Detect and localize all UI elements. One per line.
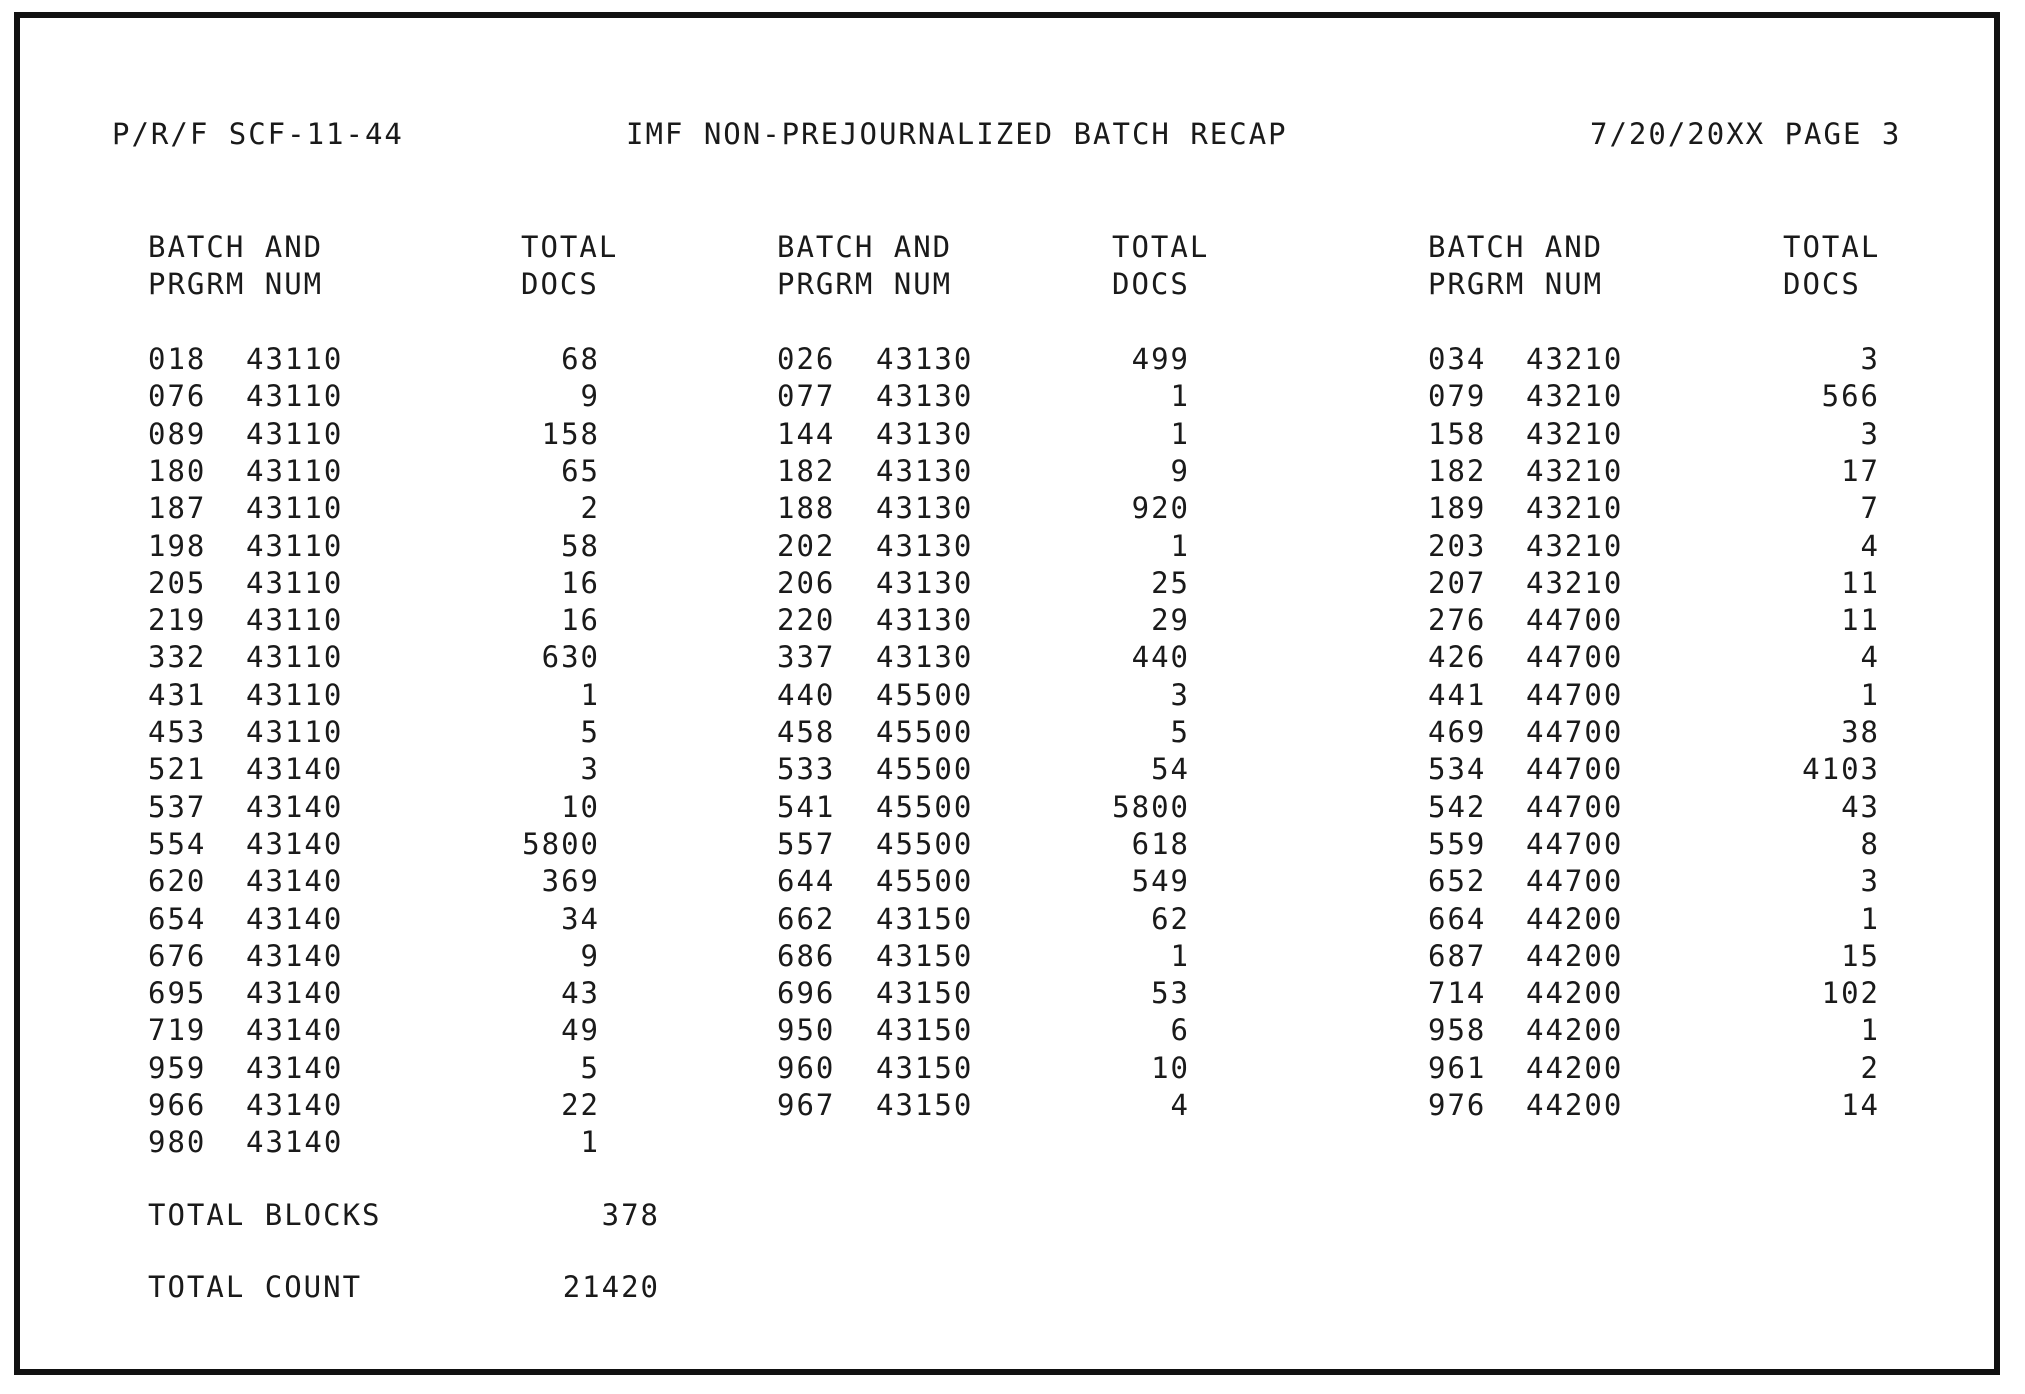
batch-number: 534 — [1428, 752, 1487, 786]
total-docs-value: 2 — [1860, 1051, 1880, 1085]
batch-number: 521 — [148, 752, 207, 786]
total-docs-value: 29 — [1151, 603, 1190, 637]
program-number: 43130 — [876, 342, 974, 376]
batch-number: 695 — [148, 976, 207, 1010]
program-number: 43110 — [246, 678, 344, 712]
program-number: 44200 — [1526, 902, 1624, 936]
batch-number: 076 — [148, 379, 207, 413]
batch-number: 469 — [1428, 715, 1487, 749]
batch-number: 158 — [1428, 417, 1487, 451]
program-number: 43150 — [876, 902, 974, 936]
col2-batch-header-line1: BATCH AND — [777, 230, 953, 264]
batch-number: 542 — [1428, 790, 1487, 824]
total-docs-value: 34 — [561, 902, 600, 936]
total-docs-value: 1 — [1860, 1013, 1880, 1047]
program-number: 45500 — [876, 827, 974, 861]
total-docs-value: 62 — [1151, 902, 1190, 936]
total-docs-value: 5 — [1170, 715, 1190, 749]
program-number: 44700 — [1526, 715, 1624, 749]
program-number: 45500 — [876, 864, 974, 898]
batch-number: 332 — [148, 640, 207, 674]
total-docs-value: 4103 — [1802, 752, 1880, 786]
program-number: 43110 — [246, 491, 344, 525]
program-number: 44700 — [1526, 678, 1624, 712]
program-number: 43210 — [1526, 491, 1624, 525]
batch-number: 276 — [1428, 603, 1487, 637]
total-docs-value: 15 — [1841, 939, 1880, 973]
batch-number: 652 — [1428, 864, 1487, 898]
total-docs-value: 3 — [1170, 678, 1190, 712]
program-number: 44700 — [1526, 640, 1624, 674]
program-number: 43150 — [876, 1013, 974, 1047]
total-docs-value: 102 — [1821, 976, 1880, 1010]
program-number: 43140 — [246, 902, 344, 936]
total-docs-value: 9 — [580, 379, 600, 413]
batch-number: 654 — [148, 902, 207, 936]
total-docs-value: 53 — [1151, 976, 1190, 1010]
col2-total-header-line2: DOCS — [1112, 267, 1190, 301]
program-number: 45500 — [876, 790, 974, 824]
col1-batch-header-line1: BATCH AND — [148, 230, 324, 264]
total-blocks-label: TOTAL BLOCKS — [148, 1198, 382, 1232]
batch-number: 453 — [148, 715, 207, 749]
total-docs-value: 2 — [580, 491, 600, 525]
batch-number: 554 — [148, 827, 207, 861]
total-docs-value: 440 — [1131, 640, 1190, 674]
program-number: 45500 — [876, 715, 974, 749]
program-number: 43150 — [876, 939, 974, 973]
batch-number: 557 — [777, 827, 836, 861]
total-docs-value: 4 — [1170, 1088, 1190, 1122]
program-number: 43150 — [876, 1088, 974, 1122]
program-number: 44700 — [1526, 603, 1624, 637]
col1-batch-header-line2: PRGRM NUM — [148, 267, 324, 301]
total-docs-value: 25 — [1151, 566, 1190, 600]
program-number: 43140 — [246, 976, 344, 1010]
col3-total-header-line2: DOCS — [1783, 267, 1861, 301]
total-blocks-value: 378 — [601, 1198, 660, 1232]
total-docs-value: 566 — [1821, 379, 1880, 413]
total-docs-value: 1 — [1860, 678, 1880, 712]
total-docs-value: 618 — [1131, 827, 1190, 861]
batch-number: 189 — [1428, 491, 1487, 525]
program-number: 43130 — [876, 454, 974, 488]
program-number: 44700 — [1526, 827, 1624, 861]
program-number: 43110 — [246, 342, 344, 376]
batch-number: 202 — [777, 529, 836, 563]
batch-number: 687 — [1428, 939, 1487, 973]
program-number: 43110 — [246, 640, 344, 674]
batch-number: 018 — [148, 342, 207, 376]
total-docs-value: 10 — [1151, 1051, 1190, 1085]
total-docs-value: 3 — [1860, 417, 1880, 451]
program-number: 43140 — [246, 1088, 344, 1122]
batch-number: 441 — [1428, 678, 1487, 712]
program-number: 44200 — [1526, 1013, 1624, 1047]
batch-number: 961 — [1428, 1051, 1487, 1085]
batch-number: 980 — [148, 1125, 207, 1159]
program-number: 43140 — [246, 827, 344, 861]
batch-number: 537 — [148, 790, 207, 824]
batch-number: 026 — [777, 342, 836, 376]
program-number: 43210 — [1526, 342, 1624, 376]
program-number: 44700 — [1526, 790, 1624, 824]
total-docs-value: 11 — [1841, 603, 1880, 637]
col3-total-header-line1: TOTAL — [1783, 230, 1881, 264]
program-number: 43140 — [246, 939, 344, 973]
program-number: 43150 — [876, 976, 974, 1010]
batch-number: 198 — [148, 529, 207, 563]
program-number: 43110 — [246, 715, 344, 749]
total-docs-value: 3 — [1860, 342, 1880, 376]
total-docs-value: 3 — [1860, 864, 1880, 898]
batch-number: 187 — [148, 491, 207, 525]
total-docs-value: 5800 — [1112, 790, 1190, 824]
col3-batch-header-line1: BATCH AND — [1428, 230, 1604, 264]
batch-number: 144 — [777, 417, 836, 451]
program-number: 43210 — [1526, 529, 1624, 563]
batch-number: 089 — [148, 417, 207, 451]
total-docs-value: 1 — [1860, 902, 1880, 936]
program-number: 43210 — [1526, 379, 1624, 413]
total-docs-value: 369 — [541, 864, 600, 898]
program-number: 43110 — [246, 566, 344, 600]
program-number: 43110 — [246, 529, 344, 563]
program-number: 45500 — [876, 752, 974, 786]
total-docs-value: 16 — [561, 566, 600, 600]
batch-number: 426 — [1428, 640, 1487, 674]
batch-number: 337 — [777, 640, 836, 674]
batch-number: 958 — [1428, 1013, 1487, 1047]
batch-number: 206 — [777, 566, 836, 600]
total-docs-value: 549 — [1131, 864, 1190, 898]
total-docs-value: 5800 — [522, 827, 600, 861]
program-number: 43110 — [246, 454, 344, 488]
total-docs-value: 1 — [1170, 417, 1190, 451]
program-number: 43140 — [246, 752, 344, 786]
total-docs-value: 38 — [1841, 715, 1880, 749]
batch-number: 458 — [777, 715, 836, 749]
program-number: 43210 — [1526, 417, 1624, 451]
total-docs-value: 10 — [561, 790, 600, 824]
batch-number: 950 — [777, 1013, 836, 1047]
total-docs-value: 1 — [580, 1125, 600, 1159]
batch-number: 664 — [1428, 902, 1487, 936]
batch-number: 966 — [148, 1088, 207, 1122]
program-number: 43130 — [876, 417, 974, 451]
program-number: 43130 — [876, 640, 974, 674]
total-docs-value: 3 — [580, 752, 600, 786]
total-docs-value: 920 — [1131, 491, 1190, 525]
batch-number: 620 — [148, 864, 207, 898]
batch-number: 959 — [148, 1051, 207, 1085]
batch-number: 182 — [777, 454, 836, 488]
total-docs-value: 1 — [580, 678, 600, 712]
batch-number: 686 — [777, 939, 836, 973]
program-number: 43110 — [246, 603, 344, 637]
program-number: 43150 — [876, 1051, 974, 1085]
col1-total-header-line2: DOCS — [521, 267, 599, 301]
batch-number: 960 — [777, 1051, 836, 1085]
program-number: 44200 — [1526, 939, 1624, 973]
batch-number: 696 — [777, 976, 836, 1010]
program-number: 44200 — [1526, 1088, 1624, 1122]
batch-number: 220 — [777, 603, 836, 637]
total-count-label: TOTAL COUNT — [148, 1270, 363, 1304]
total-docs-value: 7 — [1860, 491, 1880, 525]
col2-batch-header-line2: PRGRM NUM — [777, 267, 953, 301]
batch-number: 662 — [777, 902, 836, 936]
program-number: 44200 — [1526, 976, 1624, 1010]
batch-number: 676 — [148, 939, 207, 973]
total-docs-value: 54 — [1151, 752, 1190, 786]
total-docs-value: 14 — [1841, 1088, 1880, 1122]
batch-number: 180 — [148, 454, 207, 488]
program-number: 45500 — [876, 678, 974, 712]
total-docs-value: 158 — [541, 417, 600, 451]
program-number: 43110 — [246, 379, 344, 413]
program-number: 43140 — [246, 1125, 344, 1159]
col3-batch-header-line2: PRGRM NUM — [1428, 267, 1604, 301]
program-number: 43130 — [876, 379, 974, 413]
batch-number: 719 — [148, 1013, 207, 1047]
batch-number: 976 — [1428, 1088, 1487, 1122]
total-docs-value: 9 — [580, 939, 600, 973]
report-title: IMF NON-PREJOURNALIZED BATCH RECAP — [626, 117, 1288, 151]
total-docs-value: 1 — [1170, 939, 1190, 973]
program-number: 43210 — [1526, 566, 1624, 600]
program-number: 44700 — [1526, 752, 1624, 786]
program-number: 43140 — [246, 1051, 344, 1085]
total-docs-value: 43 — [1841, 790, 1880, 824]
total-docs-value: 6 — [1170, 1013, 1190, 1047]
batch-number: 205 — [148, 566, 207, 600]
program-number: 43140 — [246, 864, 344, 898]
total-docs-value: 49 — [561, 1013, 600, 1047]
total-docs-value: 630 — [541, 640, 600, 674]
program-number: 43130 — [876, 566, 974, 600]
total-docs-value: 1 — [1170, 379, 1190, 413]
program-number: 44200 — [1526, 1051, 1624, 1085]
program-number: 43130 — [876, 491, 974, 525]
batch-number: 203 — [1428, 529, 1487, 563]
batch-number: 440 — [777, 678, 836, 712]
program-number: 43130 — [876, 603, 974, 637]
program-number: 43110 — [246, 417, 344, 451]
batch-number: 541 — [777, 790, 836, 824]
total-count-value: 21420 — [562, 1270, 660, 1304]
total-docs-value: 22 — [561, 1088, 600, 1122]
total-docs-value: 5 — [580, 1051, 600, 1085]
program-number: 43210 — [1526, 454, 1624, 488]
total-docs-value: 499 — [1131, 342, 1190, 376]
total-docs-value: 4 — [1860, 640, 1880, 674]
batch-number: 079 — [1428, 379, 1487, 413]
batch-number: 967 — [777, 1088, 836, 1122]
program-number: 43140 — [246, 790, 344, 824]
batch-number: 533 — [777, 752, 836, 786]
batch-number: 714 — [1428, 976, 1487, 1010]
batch-number: 188 — [777, 491, 836, 525]
total-docs-value: 58 — [561, 529, 600, 563]
batch-number: 559 — [1428, 827, 1487, 861]
total-docs-value: 68 — [561, 342, 600, 376]
total-docs-value: 4 — [1860, 529, 1880, 563]
total-docs-value: 16 — [561, 603, 600, 637]
program-number: 44700 — [1526, 864, 1624, 898]
report-date-page: 7/20/20XX PAGE 3 — [1590, 117, 1902, 151]
batch-number: 644 — [777, 864, 836, 898]
col2-total-header-line1: TOTAL — [1112, 230, 1210, 264]
total-docs-value: 11 — [1841, 566, 1880, 600]
batch-number: 431 — [148, 678, 207, 712]
total-docs-value: 43 — [561, 976, 600, 1010]
program-number: 43130 — [876, 529, 974, 563]
total-docs-value: 65 — [561, 454, 600, 488]
batch-number: 034 — [1428, 342, 1487, 376]
batch-number: 207 — [1428, 566, 1487, 600]
col1-total-header-line1: TOTAL — [521, 230, 619, 264]
report-id: P/R/F SCF-11-44 — [112, 117, 404, 151]
batch-number: 219 — [148, 603, 207, 637]
batch-number: 182 — [1428, 454, 1487, 488]
program-number: 43140 — [246, 1013, 344, 1047]
total-docs-value: 17 — [1841, 454, 1880, 488]
total-docs-value: 5 — [580, 715, 600, 749]
total-docs-value: 1 — [1170, 529, 1190, 563]
total-docs-value: 9 — [1170, 454, 1190, 488]
batch-number: 077 — [777, 379, 836, 413]
total-docs-value: 8 — [1860, 827, 1880, 861]
